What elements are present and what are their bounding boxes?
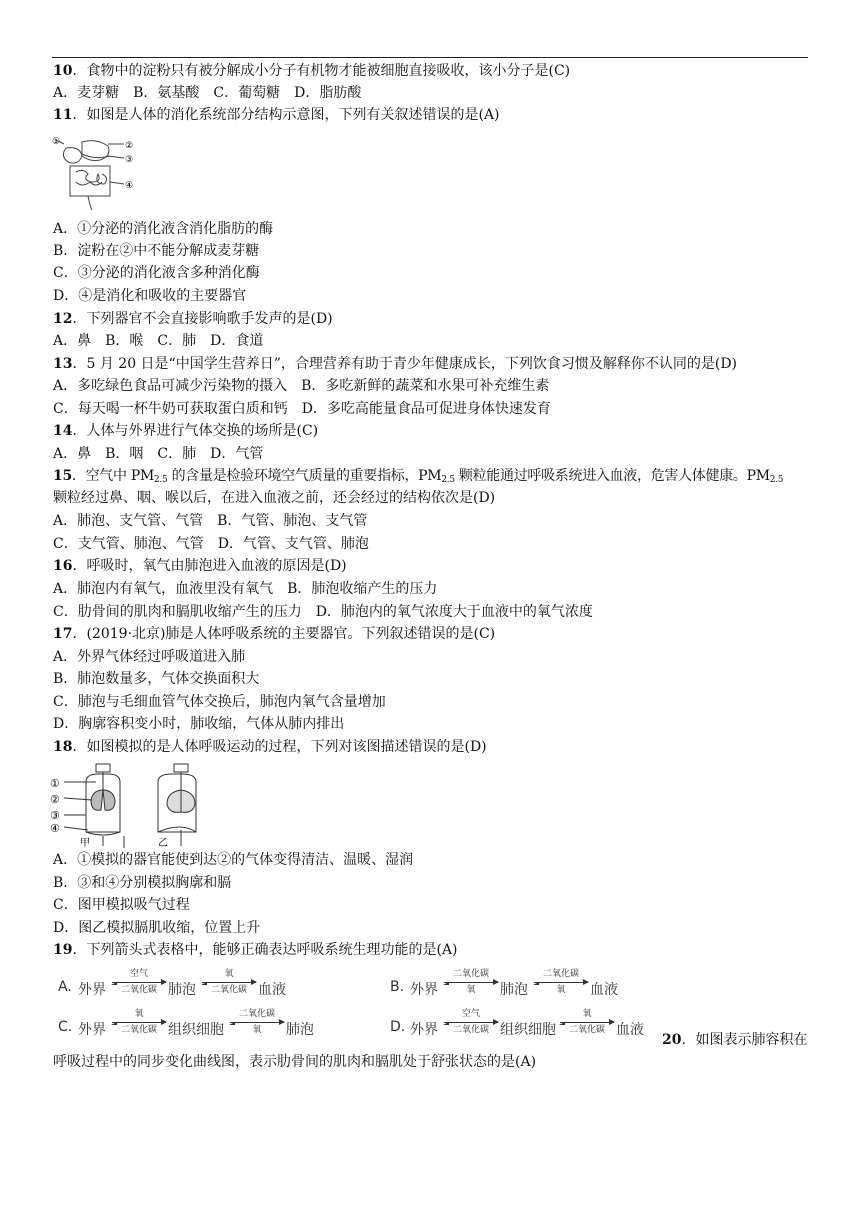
question-10 (53, 62, 570, 80)
question-number: 19 (53, 942, 73, 958)
figure-label-1: ① (50, 777, 60, 790)
arrow: 二氧化碳 氧 (230, 1009, 284, 1036)
stopper-shape (96, 764, 110, 772)
formula-b: B. 外界 二氧化碳 氧 肺泡 二氧化碳 氧 血液 (390, 969, 618, 998)
rectum-shape (88, 196, 92, 210)
question-14 (53, 422, 318, 440)
question-15-options-cd: C．支气管、肺泡、气管 D．气管、支气管、肺泡 (53, 536, 369, 552)
question-15: 15．空气中 $PM_{2.5}$ 的含量是检验环境空气质量的重要指标，$PM_{2.5}$ 颗粒能通过呼吸系统进入血液，危害人体健康。$PM_{2.5}$ (53, 468, 784, 485)
option-c: C．肺泡与毛细血管气体交换后，肺泡内氧气含量增加 (53, 694, 386, 710)
arrow: 二氧化碳 氧 (444, 969, 498, 996)
stopper-shape (174, 764, 188, 772)
question-16 (53, 557, 347, 575)
question-number: 17 (53, 626, 73, 642)
option-a: A．外界气体经过呼吸道进入肺 (53, 649, 246, 665)
question-stem: ．人体与外界进行气体交换的场所是(C) (72, 423, 319, 439)
question-18 (53, 738, 487, 756)
question-14-options: A．鼻 B．咽 C．肺 D．气管 (53, 446, 264, 462)
header-rule (52, 57, 808, 58)
arrow: 氧 二氧化碳 (560, 1009, 614, 1036)
option-c: C．③分泌的消化液含多种消化酶 (53, 265, 260, 281)
arrow: 空气 二氧化碳 (444, 1009, 498, 1036)
question-stem: ．下列器官不会直接影响歌手发声的是(D) (72, 311, 333, 327)
question-number: 15 (53, 468, 72, 484)
question-number: 16 (53, 558, 73, 574)
question-13-options-cd: C．每天喝一杯牛奶可获取蛋白质和钙 D．多吃高能量食品可促进身体快速发育 (53, 401, 551, 417)
question-15-line-2: 颗粒经过鼻、咽、喉以后，在进入血液之前，还会经过的结构依次是(D) (53, 490, 496, 506)
question-12-options: A．鼻 B．喉 C．肺 D．食道 (53, 333, 264, 349)
question-13 (53, 355, 737, 373)
figure-label-3: ③ (125, 155, 134, 165)
question-stem: ．如图模拟的是人体呼吸运动的过程，下列对该图描述错误的是(D) (72, 739, 487, 755)
small-intestine-shape (76, 170, 107, 185)
question-stem: ．5 月 20 日是“中国学生营养日”，合理营养有助于青少年健康成长，下列饮食习惯及解释你不认同的是(D) (72, 356, 738, 372)
figure-label-yi: 乙 (158, 838, 168, 848)
question-10-options: A．麦芽糖 B．氨基酸 C．葡萄糖 D．脂肪酸 (53, 85, 362, 101)
formula-options-panel (54, 964, 644, 1050)
digestive-system-figure (52, 134, 142, 214)
formula-d: D. 外界 空气 二氧化碳 组织细胞 氧 二氧化碳 血液 (390, 1009, 644, 1038)
option-d: D．胸廓容积变小时，肺收缩，气体从肺内排出 (53, 716, 345, 732)
breathing-model-figure (50, 760, 216, 848)
arrow: 空气 二氧化碳 (112, 969, 166, 996)
question-number: 18 (53, 739, 73, 755)
option-d: D．④是消化和吸收的主要器官 (53, 288, 247, 304)
figure-label-jia: 甲 (80, 838, 90, 848)
option-b: B．肺泡数量多，气体交换面积大 (53, 671, 260, 687)
option-c: C．图甲模拟吸气过程 (53, 897, 190, 913)
question-stem: ．呼吸时，氧气由肺泡进入血液的原因是(D) (72, 558, 347, 574)
figure-label-3: ③ (50, 809, 60, 822)
question-number: 13 (53, 356, 73, 372)
question-16-options-cd: C．肋骨间的肌肉和膈肌收缩产生的压力 D．肺泡内的氧气浓度大于血液中的氧气浓度 (53, 604, 593, 620)
formula-c: C. 外界 氧 二氧化碳 组织细胞 二氧化碳 氧 肺泡 (58, 1009, 314, 1038)
question-19 (53, 941, 458, 959)
arrow: 氧 二氧化碳 (202, 969, 256, 996)
diaphragm-2 (158, 827, 196, 832)
question-13-options-ab: A．多吃绿色食品可减少污染物的摄入 B．多吃新鲜的蔬菜和水果可补充维生素 (53, 378, 550, 394)
question-17 (53, 625, 495, 643)
liver-shape (63, 148, 82, 163)
question-11 (53, 106, 500, 124)
question-stem: ．如图是人体的消化系统部分结构示意图，下列有关叙述错误的是(A) (72, 107, 500, 123)
question-20-line-2: 呼吸过程中的同步变化曲线图，表示肋骨间的肌肉和膈肌处于舒张状态的是(A) (53, 1054, 537, 1070)
figure-label-2: ② (50, 793, 60, 806)
option-b: B．③和④分别模拟胸廓和膈 (53, 875, 232, 891)
question-20 (662, 1031, 807, 1049)
question-number: 12 (53, 311, 73, 327)
arrow: 二氧化碳 氧 (534, 969, 588, 996)
question-16-options-ab: A．肺泡内有氧气，血液里没有氧气 B．肺泡收缩产生的压力 (53, 581, 438, 597)
question-number: 10 (53, 63, 73, 79)
figure-label-1: ① (52, 137, 61, 147)
question-stem: ．食物中的淀粉只有被分解成小分子有机物才能被细胞直接吸收，该小分子是(C) (72, 63, 571, 79)
figure-label-2: ② (125, 141, 134, 151)
question-stem: ．下列箭头式表格中，能够正确表达呼吸系统生理功能的是(A) (72, 942, 458, 958)
arrow: 氧 二氧化碳 (112, 1009, 166, 1036)
question-stem: ．(2019·北京)肺是人体呼吸系统的主要器官。下列叙述错误的是(C) (72, 626, 496, 642)
figure-label-4: ④ (125, 181, 134, 191)
question-number: 14 (53, 423, 73, 439)
question-number: 20 (662, 1032, 682, 1048)
option-b: B．淀粉在②中不能分解成麦芽糖 (53, 243, 260, 259)
figure-label-4: ④ (50, 822, 60, 835)
question-stem: ．如图表示肺容积在 (681, 1032, 808, 1048)
option-a: A．①分泌的消化液含消化脂肪的酶 (53, 221, 274, 237)
option-a: A．①模拟的器官能使到达②的气体变得清洁、温暖、湿润 (53, 852, 414, 868)
question-12 (53, 310, 333, 328)
question-15-options-ab: A．肺泡、支气管、气管 B．气管、肺泡、支气管 (53, 513, 368, 529)
question-number: 11 (53, 107, 73, 123)
pancreas-shape (82, 154, 110, 158)
formula-a: A. 外界 空气 二氧化碳 肺泡 氧 二氧化碳 血液 (58, 969, 286, 998)
option-d: D．图乙模拟膈肌收缩，位置上升 (53, 920, 261, 936)
